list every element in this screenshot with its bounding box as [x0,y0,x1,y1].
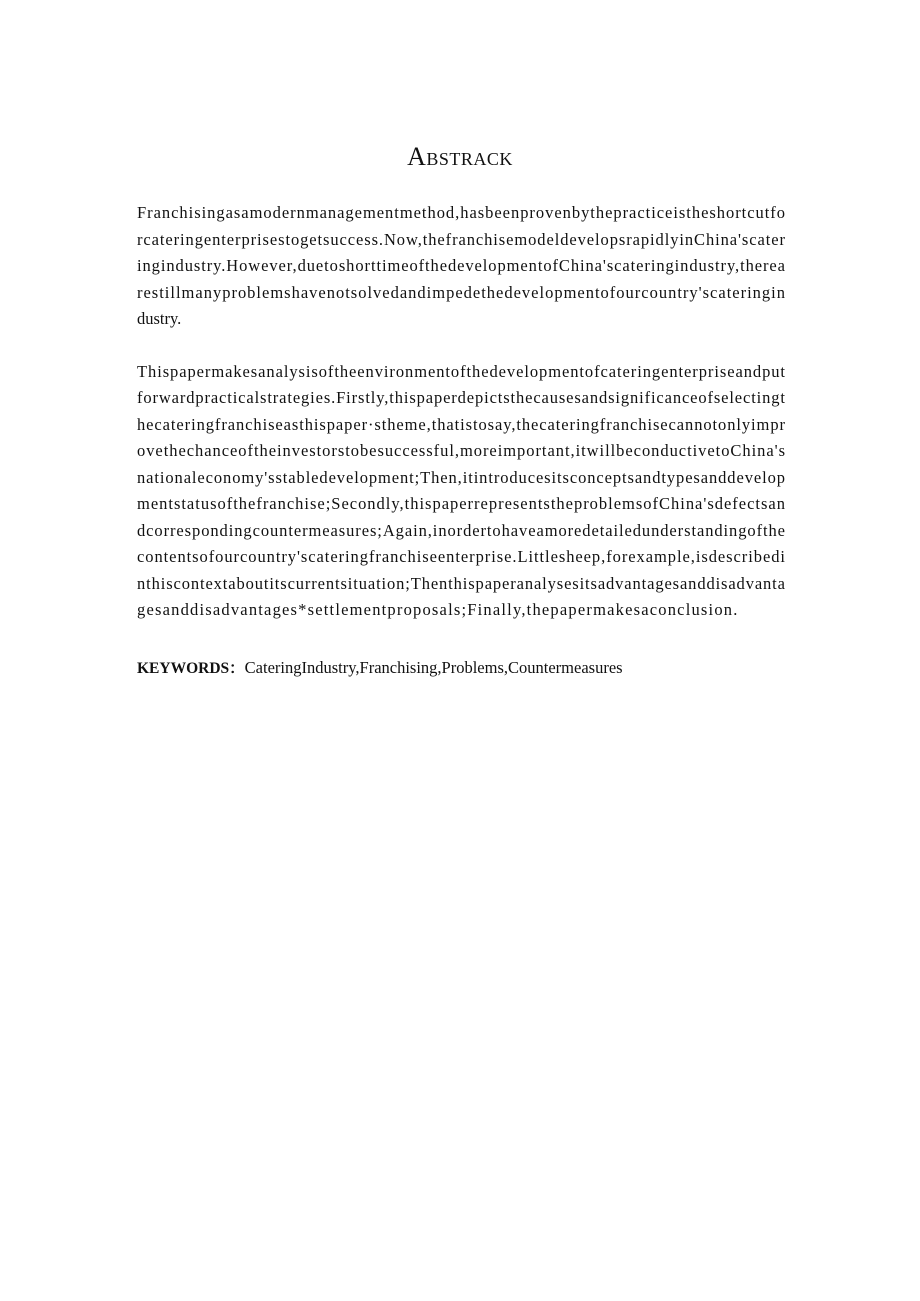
text-line: hecateringfranchiseasthispaper·stheme,thatistosay,thecateringfranchisecannotonlyimpr [137,414,786,434]
page-title: Abstrack [407,142,513,171]
text-line: nationaleconomy'sstabledevelopment;Then,itintroducesitsconceptsandtypesanddevelop [137,467,786,487]
text-line: forwardpracticalstrategies.Firstly,thispaperdepictsthecausesandsignificanceofselectingt [137,388,786,407]
text-line: mentstatusofthefranchise;Secondly,thispaperrepresentstheproblemsofChina'sdefectsan [137,494,786,513]
text-line: dcorrespondingcountermeasures;Again,inordertohaveamoredetailedunderstandingofthe [137,520,786,540]
keywords-label: KEYWORDS： [137,660,245,677]
text-line: Franchisingasamodernmanagementmethod,hasbeenprovenbythepracticeistheshortcutfo [137,203,786,222]
text-line: ovethechanceoftheinvestorstobesuccessful,moreimportant,itwillbeconductivetoChina's [137,441,786,460]
text-line: Thispapermakesanalysisoftheenvironmentofthedevelopmentofcateringenterpriseandput [137,361,786,381]
abstract-body [137,200,785,624]
paragraph-spacer [137,333,785,359]
text-line: rcateringenterprisestogetsuccess.Now,thefranchisemodeldevelopsrapidlyinChina'scater [137,229,786,249]
abstract-paragraph-1 [137,200,785,333]
text-line: contentsofourcountry'scateringfranchiseenterprise.Littlesheep,forexample,isdescribedi [137,547,786,566]
text-line: nthiscontextaboutitscurrentsituation;Thenthispaperanalysesitsadvantagesanddisadvanta [137,573,786,593]
keywords-line [137,655,797,682]
text-line: restillmanyproblemshavenotsolvedandimpedethedevelopmentofourcountry'scateringin [137,282,786,302]
text-line: ingindustry.However,duetoshorttimeofthedevelopmentofChina'scateringindustry,therea [137,256,786,275]
text-line: gesanddisadvantages*settlementproposals;Finally,thepapermakesaconclusion. [137,600,739,619]
text-line: dustry. [137,309,182,328]
abstract-paragraph-2 [137,359,785,624]
keywords-value: CateringIndustry,Franchising,Problems,Countermeasures [244,658,623,677]
